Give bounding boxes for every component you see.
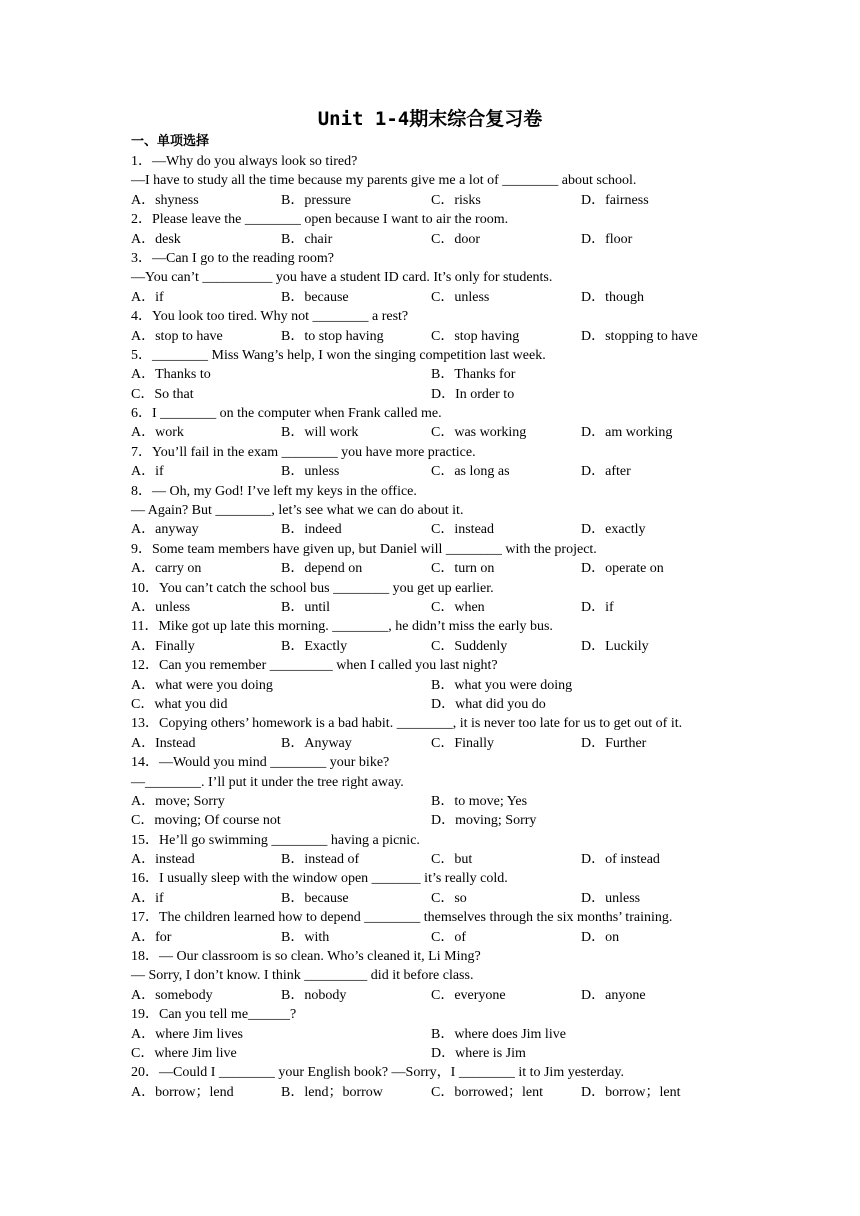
answer-option: B．Anyway bbox=[281, 735, 352, 751]
answer-option: D．of instead bbox=[581, 852, 660, 868]
answer-option: A．if bbox=[131, 464, 164, 480]
answer-option: C．Suddenly bbox=[431, 638, 508, 654]
answer-option: C．instead bbox=[431, 522, 494, 538]
answer-option: B．will work bbox=[281, 425, 359, 441]
answer-option: A．somebody bbox=[131, 987, 213, 1003]
question-stem: 13．Copying others’ homework is a bad habit. ________, it is never too late for us to get out of it. bbox=[131, 716, 683, 732]
answer-option: D．where is Jim bbox=[431, 1045, 526, 1061]
answer-option: C．So that bbox=[131, 386, 194, 402]
options-row bbox=[131, 986, 731, 1005]
options-row bbox=[131, 520, 731, 539]
answer-option: D．if bbox=[581, 599, 614, 615]
answer-option: A．Thanks to bbox=[131, 367, 211, 383]
options-row bbox=[131, 230, 731, 249]
options-row bbox=[131, 1083, 731, 1102]
question-stem: 1．—Why do you always look so tired? bbox=[131, 154, 358, 169]
answer-option: B．chair bbox=[281, 231, 333, 247]
answer-option: D．fairness bbox=[581, 192, 649, 208]
answer-option: C．where Jim live bbox=[131, 1045, 237, 1061]
options-row bbox=[131, 598, 731, 617]
question-stem: 4．You look too tired. Why not ________ a rest? bbox=[131, 309, 409, 325]
answer-option: A．where Jim lives bbox=[131, 1026, 243, 1042]
answer-option: B．because bbox=[281, 289, 349, 305]
options-row bbox=[131, 1025, 731, 1044]
answer-option: C．when bbox=[431, 599, 485, 615]
answer-option: C．was working bbox=[431, 425, 527, 441]
question-stem: 2．Please leave the ________ open because I want to air the room. bbox=[131, 212, 509, 228]
answer-option: B．Thanks for bbox=[431, 367, 516, 383]
answer-option: B．instead of bbox=[281, 852, 360, 868]
answer-option: A．shyness bbox=[131, 192, 199, 208]
options-row bbox=[131, 327, 731, 346]
question-dialogue-line: —________. I’ll put it under the tree right away. bbox=[131, 774, 404, 790]
answer-option: C．what you did bbox=[131, 696, 228, 712]
answer-option: C．stop having bbox=[431, 328, 520, 344]
answer-option: C．door bbox=[431, 231, 480, 247]
answer-option: B．lend；borrow bbox=[281, 1084, 383, 1100]
answer-option: D．Further bbox=[581, 735, 647, 751]
question-stem: 10．You can’t catch the school bus ________ you get up earlier. bbox=[131, 580, 494, 596]
options-row bbox=[131, 462, 731, 481]
question-stem: 19．Can you tell me______? bbox=[131, 1007, 297, 1023]
options-row bbox=[131, 928, 731, 947]
answer-option: B．Exactly bbox=[281, 638, 348, 654]
answer-option: B．because bbox=[281, 890, 349, 906]
options-row bbox=[131, 637, 731, 656]
answer-option: D．what did you do bbox=[431, 696, 546, 712]
answer-option: D．borrow；lent bbox=[581, 1084, 681, 1100]
options-row bbox=[131, 385, 731, 404]
answer-option: D．floor bbox=[581, 231, 633, 247]
answer-option: C．of bbox=[431, 929, 466, 945]
options-row bbox=[131, 811, 731, 830]
answer-option: D．am working bbox=[581, 425, 673, 441]
answer-option: A．carry on bbox=[131, 561, 202, 577]
question-stem: 18．— Our classroom is so clean. Who’s cleaned it, Li Ming? bbox=[131, 949, 481, 965]
answer-option: D．In order to bbox=[431, 386, 515, 402]
question-dialogue-line: —I have to study all the time because my parents give me a lot of ________ about school. bbox=[131, 173, 637, 189]
answer-option: B．to stop having bbox=[281, 328, 384, 344]
answer-option: D．though bbox=[581, 289, 644, 305]
question-dialogue-line: — Again? But ________, let’s see what we can do about it. bbox=[131, 503, 464, 519]
answer-option: B．to move; Yes bbox=[431, 793, 528, 809]
answer-option: C．Finally bbox=[431, 735, 495, 751]
answer-option: B．unless bbox=[281, 464, 340, 480]
answer-option: C．risks bbox=[431, 192, 481, 208]
question-dialogue-line: — Sorry, I don’t know. I think _________ did it before class. bbox=[131, 968, 474, 984]
answer-option: B．with bbox=[281, 929, 330, 945]
question-stem: 8．— Oh, my God! I’ve left my keys in the office. bbox=[131, 483, 417, 499]
question-stem: 9．Some team members have given up, but Daniel will ________ with the project. bbox=[131, 541, 597, 557]
options-row bbox=[131, 1044, 731, 1063]
answer-option: A．what were you doing bbox=[131, 677, 273, 693]
question-stem: 12．Can you remember _________ when I called you last night? bbox=[131, 658, 498, 674]
options-row bbox=[131, 734, 731, 753]
options-row bbox=[131, 365, 731, 384]
answer-option: C．everyone bbox=[431, 987, 506, 1003]
question-stem: 11．Mike got up late this morning. ________, he didn’t miss the early bus. bbox=[131, 619, 553, 635]
answer-option: D．unless bbox=[581, 890, 641, 906]
question-stem: 7．You’ll fail in the exam ________ you have more practice. bbox=[131, 444, 476, 460]
answer-option: C．unless bbox=[431, 289, 490, 305]
answer-option: A．borrow；lend bbox=[131, 1084, 234, 1100]
answer-option: A．instead bbox=[131, 852, 195, 868]
answer-option: B．nobody bbox=[281, 987, 347, 1003]
answer-option: A．move; Sorry bbox=[131, 793, 225, 809]
answer-option: A．work bbox=[131, 425, 184, 441]
options-row bbox=[131, 850, 731, 869]
answer-option: D．Luckily bbox=[581, 638, 649, 654]
answer-option: C．turn on bbox=[431, 561, 495, 577]
answer-option: B．where does Jim live bbox=[431, 1026, 566, 1042]
question-list bbox=[131, 132, 731, 1102]
answer-option: D．stopping to have bbox=[581, 328, 698, 344]
answer-option: A．if bbox=[131, 289, 164, 305]
answer-option: B．depend on bbox=[281, 561, 363, 577]
answer-option: D．on bbox=[581, 929, 620, 945]
options-row bbox=[131, 676, 731, 695]
options-row bbox=[131, 889, 731, 908]
options-row bbox=[131, 695, 731, 714]
answer-option: B．indeed bbox=[281, 522, 342, 538]
question-stem: 15．He’ll go swimming ________ having a picnic. bbox=[131, 832, 420, 848]
answer-option: D．anyone bbox=[581, 987, 646, 1003]
question-stem: 5．________ Miss Wang’s help, I won the singing competition last week. bbox=[131, 347, 546, 363]
answer-option: C．so bbox=[431, 890, 467, 906]
options-row bbox=[131, 423, 731, 442]
answer-option: A．unless bbox=[131, 599, 191, 615]
question-stem: 3．—Can I go to the reading room? bbox=[131, 250, 334, 266]
answer-option: C．as long as bbox=[431, 464, 510, 480]
answer-option: D．exactly bbox=[581, 522, 646, 538]
answer-option: D．moving; Sorry bbox=[431, 813, 537, 829]
answer-option: A．desk bbox=[131, 231, 181, 247]
question-stem: 14．—Would you mind ________ your bike? bbox=[131, 755, 390, 771]
page-title: Unit 1-4期末综合复习卷 bbox=[317, 108, 543, 130]
question-stem: 16．I usually sleep with the window open _______ it’s really cold. bbox=[131, 871, 508, 887]
answer-option: A．if bbox=[131, 890, 164, 906]
answer-option: A．for bbox=[131, 929, 172, 945]
answer-option: C．borrowed；lent bbox=[431, 1084, 543, 1100]
question-stem: 6．I ________ on the computer when Frank called me. bbox=[131, 406, 442, 422]
options-row bbox=[131, 288, 731, 307]
answer-option: C．moving; Of course not bbox=[131, 813, 281, 829]
answer-option: A．anyway bbox=[131, 522, 199, 538]
options-row bbox=[131, 191, 731, 210]
answer-option: A．stop to have bbox=[131, 328, 223, 344]
options-row bbox=[131, 559, 731, 578]
answer-option: B．until bbox=[281, 599, 331, 615]
answer-option: A．Finally bbox=[131, 638, 195, 654]
question-dialogue-line: —You can’t __________ you have a student ID card. It’s only for students. bbox=[131, 270, 553, 286]
section-heading: 一、单项选择 bbox=[131, 134, 210, 149]
answer-option: D．operate on bbox=[581, 561, 664, 577]
options-row bbox=[131, 792, 731, 811]
answer-option: B．pressure bbox=[281, 192, 351, 208]
answer-option: C．but bbox=[431, 852, 473, 868]
question-stem: 20．—Could I ________ your English book? —Sorry，I ________ it to Jim yesterday. bbox=[131, 1065, 624, 1081]
answer-option: A．Instead bbox=[131, 735, 196, 751]
answer-option: B．what you were doing bbox=[431, 677, 573, 693]
question-stem: 17．The children learned how to depend ________ themselves through the six months’ training. bbox=[131, 910, 673, 926]
answer-option: D．after bbox=[581, 464, 631, 480]
